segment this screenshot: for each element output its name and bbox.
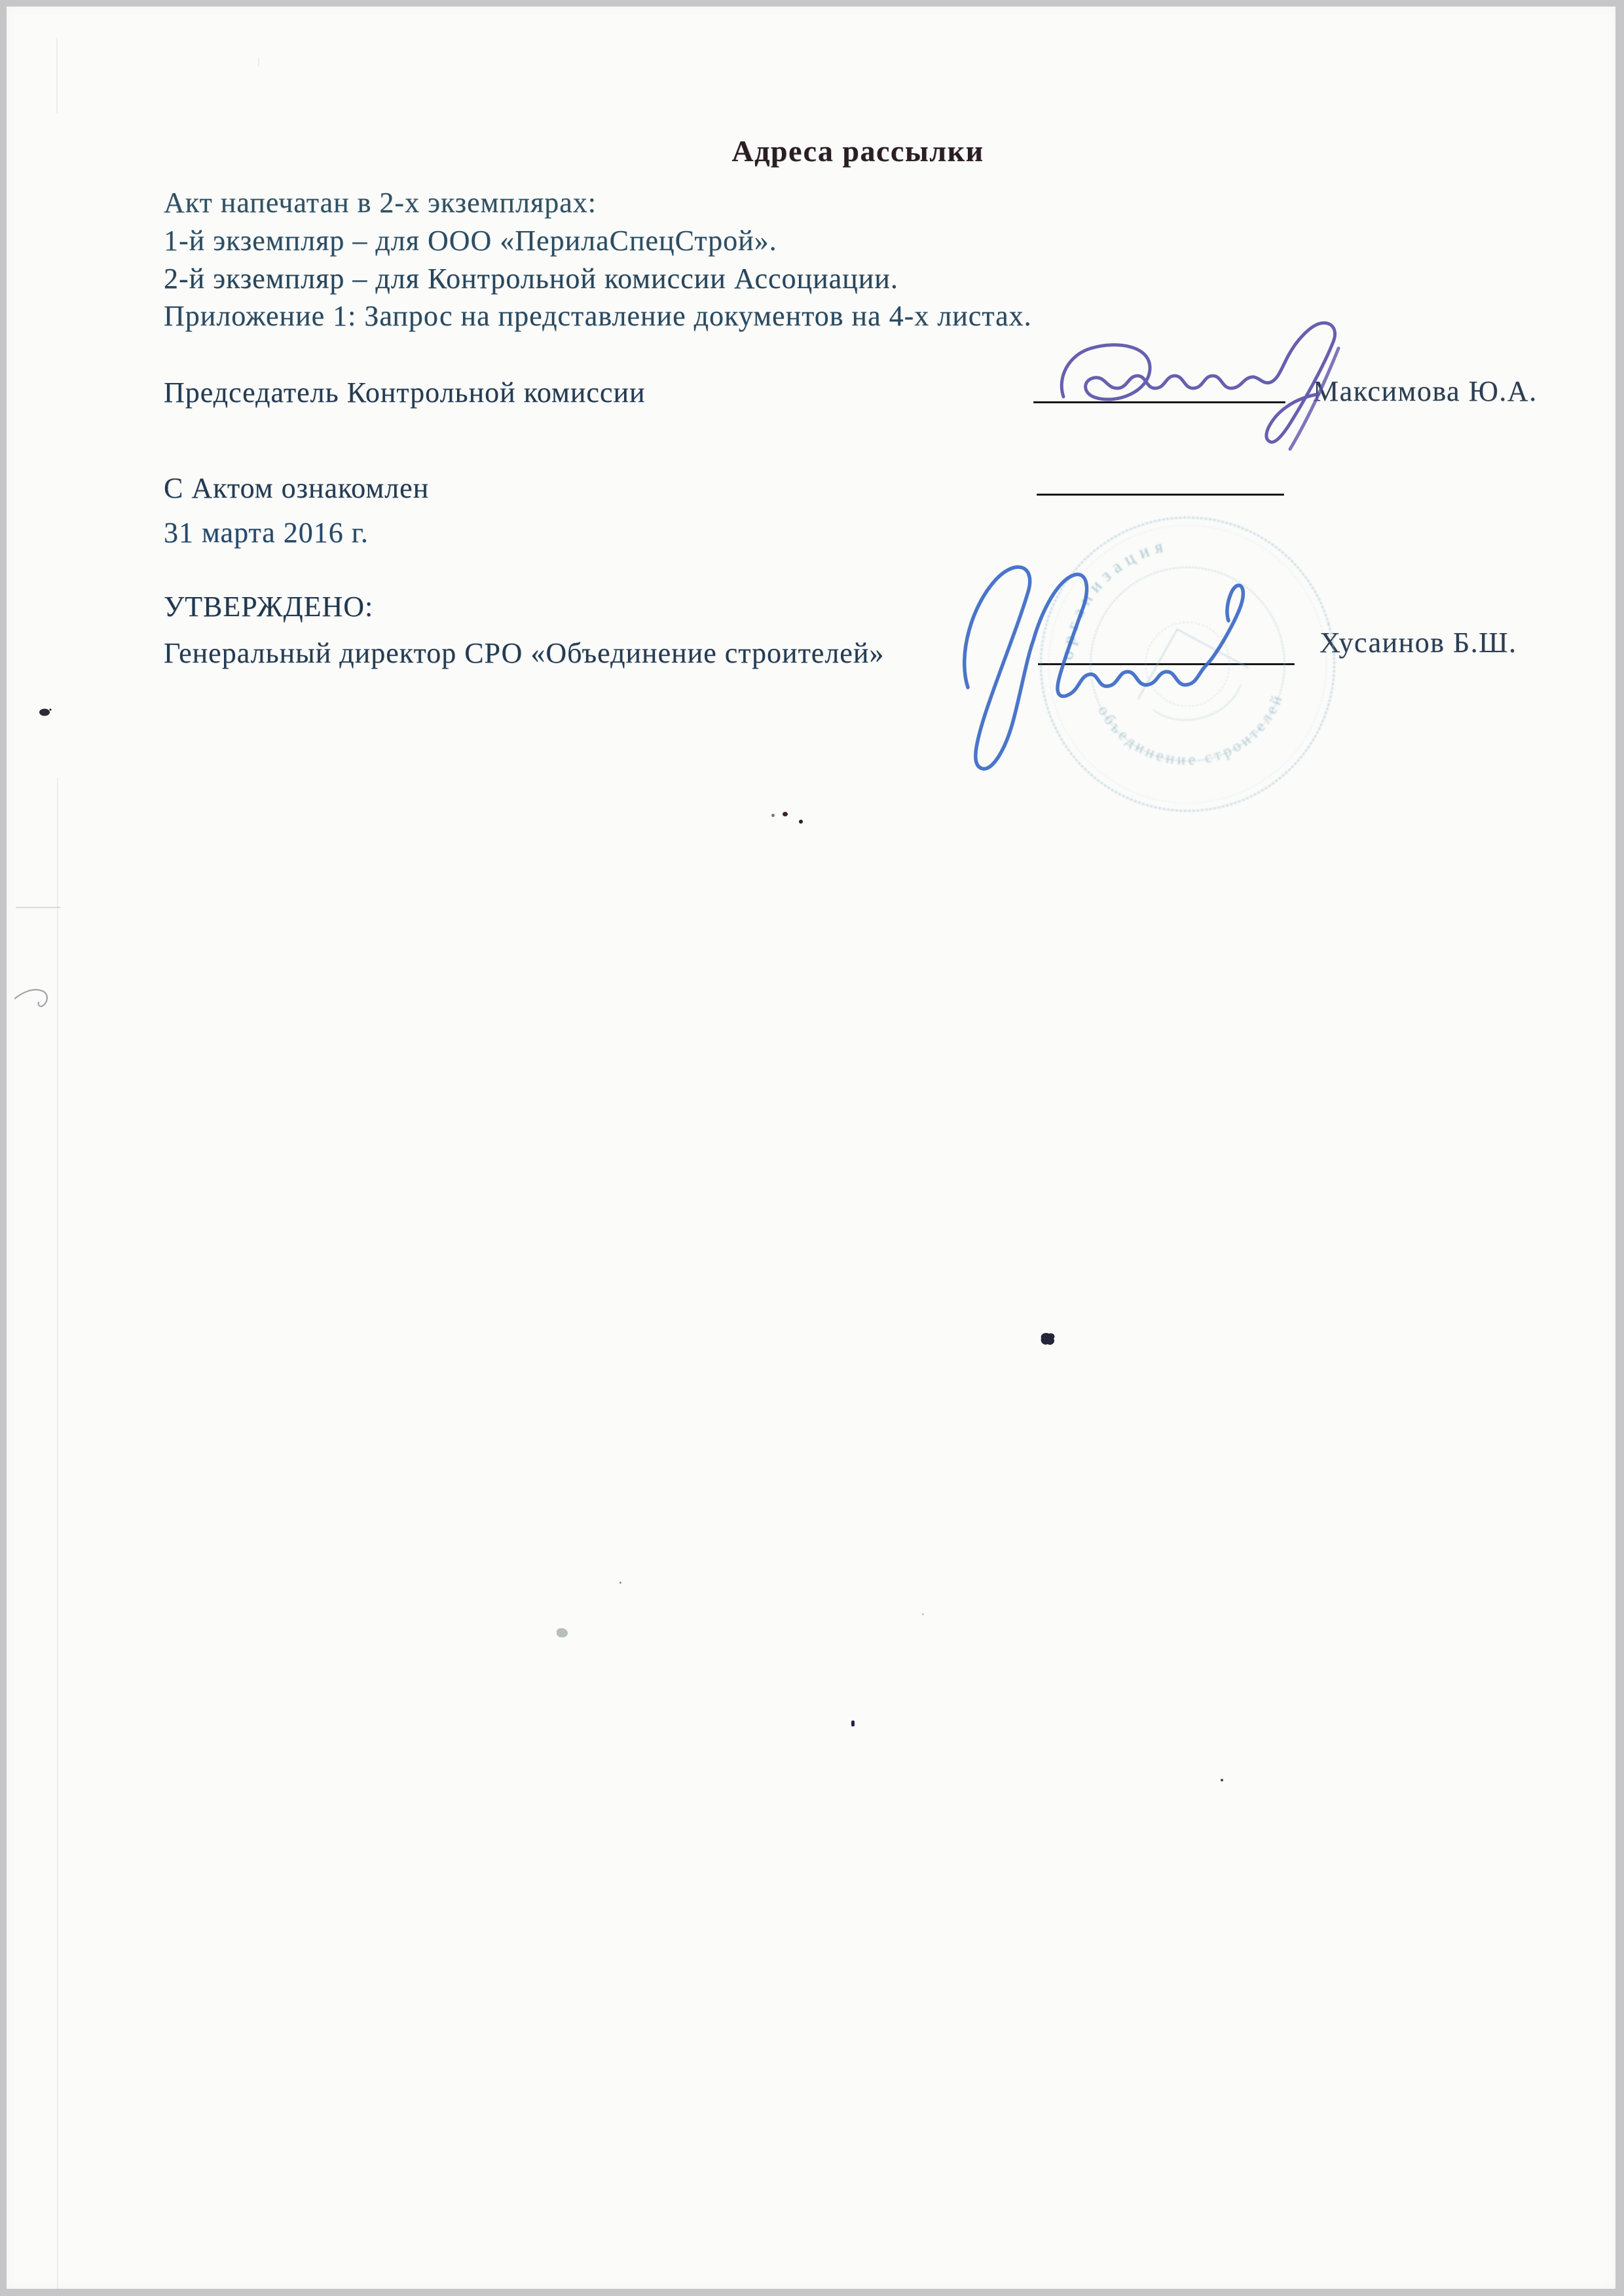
- scan-artifact-line: [57, 778, 58, 2290]
- ink-speck: [771, 814, 775, 817]
- ink-blot-center: [1039, 1331, 1057, 1348]
- ink-speck: [557, 1628, 568, 1637]
- ink-speck: [783, 812, 788, 816]
- body-line: Приложение 1: Запрос на представление документов на 4-х листах.: [164, 300, 1032, 332]
- body-line: Акт напечатан в 2-х экземплярах:: [164, 187, 597, 219]
- stamp-arc-text-bottom: объединение строителей: [1094, 690, 1287, 769]
- approval-label: Генеральный директор СРО «Объединение строителей»: [164, 637, 885, 669]
- scan-artifact-line: [258, 58, 259, 67]
- approval-heading: УТВЕРЖДЕНО:: [164, 591, 374, 623]
- body-line: 1-й экземпляр – для ООО «ПерилаСпецСтрой».: [164, 225, 777, 257]
- ink-speck: [922, 1613, 924, 1615]
- ink-speck: [619, 1582, 621, 1584]
- body-line: 2-й экземпляр – для Контрольной комиссии Ассоциации.: [164, 263, 898, 295]
- director-name: Хусаинов Б.Ш.: [1320, 627, 1517, 659]
- chairman-label: Председатель Контрольной комиссии: [164, 376, 646, 409]
- stamp-arc-text-top: организация: [1056, 535, 1171, 661]
- chairman-signature: [1053, 319, 1374, 454]
- document-title: Адреса рассылки: [731, 134, 984, 168]
- scan-artifact-line: [16, 907, 60, 908]
- ink-blot-left: [37, 706, 54, 719]
- acknowledgement-signature-line: [1037, 494, 1284, 496]
- acknowledgement-label: С Актом ознакомлен: [164, 472, 430, 504]
- ink-speck: [851, 1721, 855, 1726]
- chairman-name: Максимова Ю.А.: [1313, 375, 1538, 407]
- director-signature: [948, 549, 1276, 779]
- ink-speck: [799, 820, 803, 824]
- pen-squiggle-mark: [13, 979, 54, 1010]
- acknowledgement-date: 31 марта 2016 г.: [164, 517, 369, 549]
- ink-speck: [1221, 1779, 1223, 1781]
- document-page: [7, 7, 1615, 2289]
- scan-artifact-line: [56, 38, 58, 113]
